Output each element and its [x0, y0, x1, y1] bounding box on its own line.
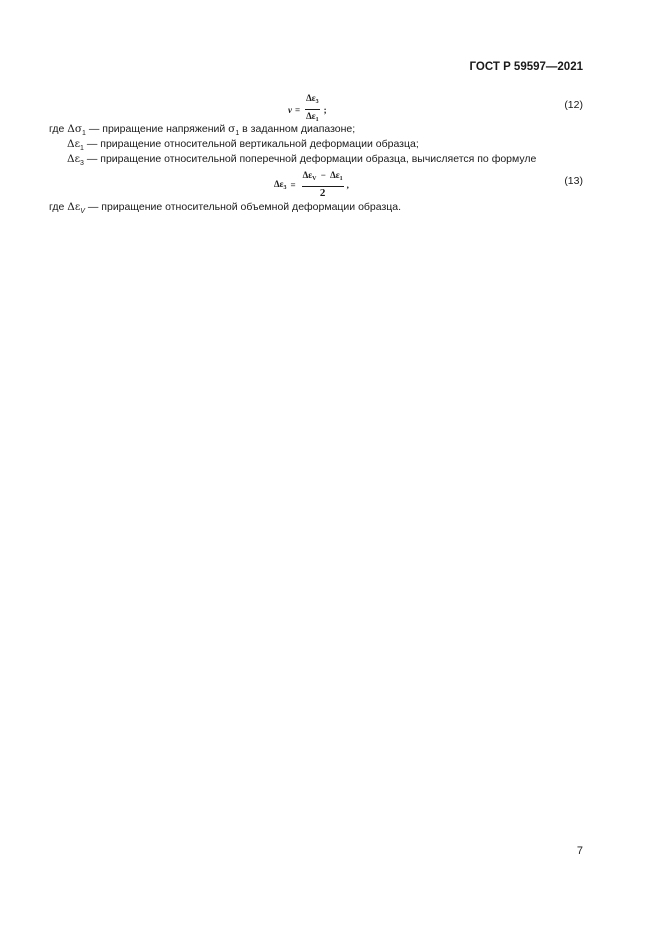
- formula-13-numerator: [302, 170, 344, 187]
- numerator-a-subscript: V: [312, 176, 317, 182]
- numerator-subscript: 3: [315, 99, 319, 105]
- delta-epsilon-1-subscript: 1: [80, 145, 84, 152]
- where-line-3: [67, 153, 536, 170]
- formula-13-eq: =: [290, 179, 296, 190]
- formula-12-lhs: ν: [288, 104, 292, 115]
- formula-12-fraction: [305, 93, 320, 126]
- denominator-symbol: Δε: [306, 111, 316, 121]
- equation-number-13: (13): [564, 175, 583, 187]
- equation-number-12: (12): [564, 99, 583, 111]
- where-prefix: где: [49, 123, 65, 135]
- formula-13: [274, 170, 349, 199]
- minus-sign: −: [320, 170, 326, 180]
- delta-epsilon-1-symbol: Δε: [67, 138, 81, 150]
- where-prefix-2: где: [49, 201, 65, 213]
- formula-13-lhs: [274, 179, 287, 191]
- formula-12: [288, 93, 327, 126]
- where-line-4: [49, 201, 401, 218]
- formula-13-fraction: [302, 170, 344, 199]
- formula-13-tail: ,: [346, 179, 349, 190]
- formula-13-denominator: 2: [319, 187, 326, 199]
- page-number: 7: [576, 845, 583, 857]
- formula-12-eq: =: [295, 104, 301, 115]
- delta-epsilon-v-subscript: V: [80, 208, 85, 215]
- numerator-b-symbol: Δε: [330, 170, 340, 180]
- delta-sigma-symbol: Δσ: [67, 123, 83, 135]
- delta-epsilon-3-subscript: 3: [80, 160, 84, 167]
- where-line-1-text-2: в заданном диапазоне;: [242, 123, 356, 135]
- sigma-subscript: 1: [235, 130, 240, 137]
- where-line-1-text: — приращение напряжений: [88, 123, 226, 135]
- numerator-b-subscript: 1: [339, 176, 343, 182]
- lhs-subscript: 3: [283, 184, 287, 191]
- numerator-symbol: Δε: [306, 93, 316, 103]
- delta-epsilon-3-symbol: Δε: [67, 153, 81, 165]
- delta-epsilon-v-symbol: Δε: [67, 201, 81, 213]
- formula-12-tail: ;: [323, 104, 327, 115]
- formula-12-numerator: [305, 93, 320, 110]
- where-line-2-text: — приращение относительной вертикальной деформации образца;: [86, 138, 419, 150]
- sigma-symbol: σ: [228, 123, 236, 135]
- lhs-symbol: Δε: [274, 178, 284, 189]
- standard-header: ГОСТ Р 59597—2021: [469, 61, 583, 73]
- where-line-3-text: — приращение относительной поперечной деформации образца, вычисляется по формуле: [86, 153, 537, 165]
- numerator-a-symbol: Δε: [302, 170, 313, 180]
- where-line-4-text: — приращение относительной объемной деформации образца.: [87, 201, 402, 213]
- denominator-subscript: 1: [315, 117, 319, 123]
- delta-sigma-subscript: 1: [82, 130, 86, 137]
